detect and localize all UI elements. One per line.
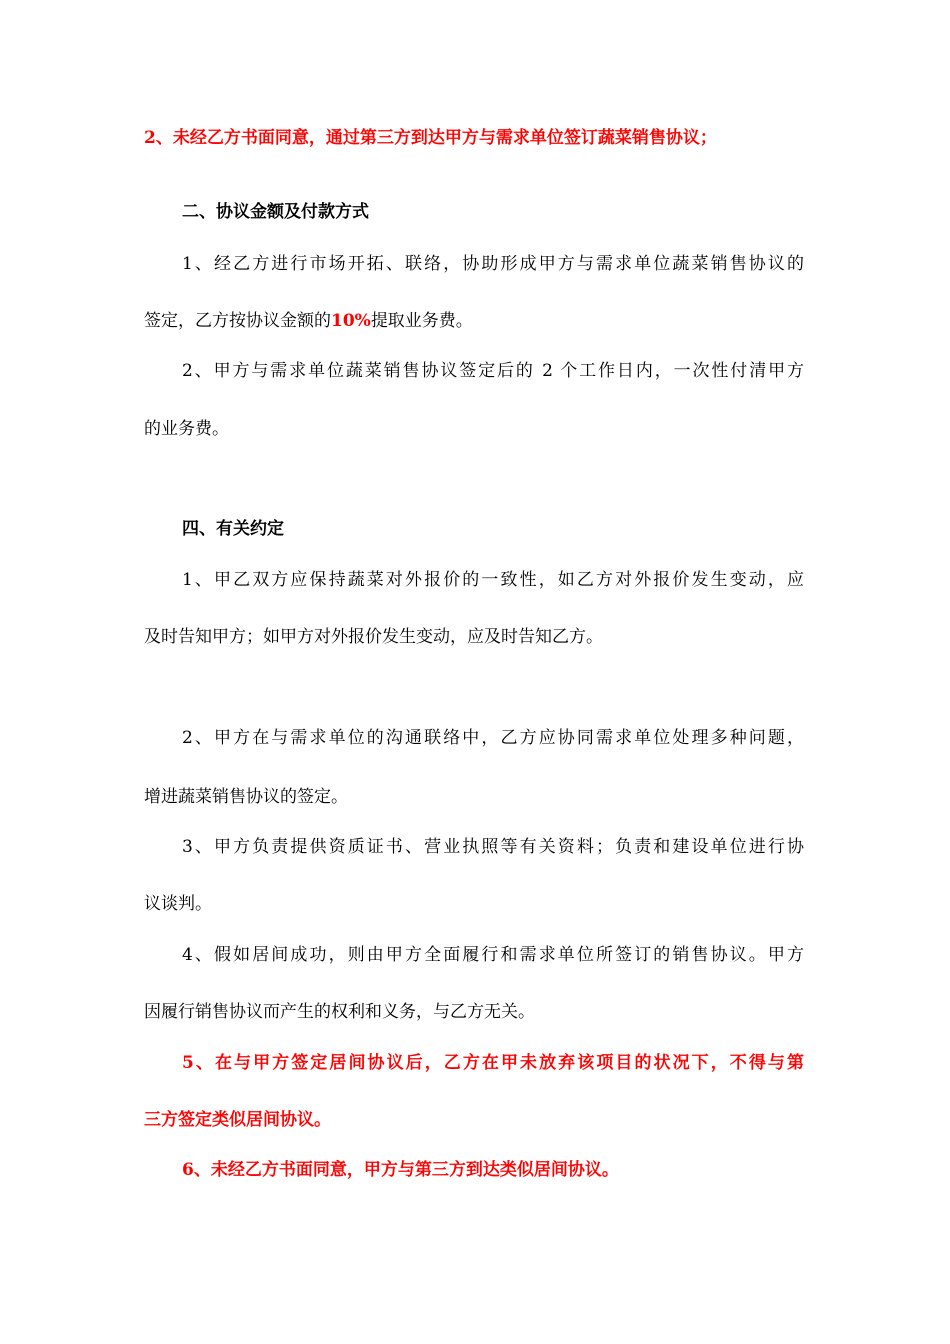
agreement-clause-4-line-2: 因履行销售协议而产生的权利和义务，与乙方无关。 [144, 1002, 535, 1022]
agreement-clause-2-line-1: 2、甲方在与需求单位的沟通联络中，乙方应协同需求单位处理多种问题， [182, 728, 804, 748]
agreement-clause-5-line-1: 5、在与甲方签定居间协议后，乙方在甲未放弃该项目的状况下，不得与第 [182, 1053, 804, 1073]
agreement-clause-3-line-1: 3、甲方负责提供资质证书、营业执照等有关资料；负责和建设单位进行协 [182, 837, 804, 857]
agreement-clause-2-line-2: 增进蔬菜销售协议的签定。 [144, 787, 348, 807]
agreement-clause-6: 6、未经乙方书面同意，甲方与第三方到达类似居间协议。 [182, 1160, 619, 1180]
agreement-clause-5-line-2: 三方签定类似居间协议。 [144, 1110, 331, 1130]
payment-clause-1-text-post: 提取业务费。 [370, 311, 473, 331]
agreement-clause-4-line-1: 4、假如居间成功，则由甲方全面履行和需求单位所签订的销售协议。甲方 [182, 945, 804, 965]
payment-clause-2-line-1: 2、甲方与需求单位蔬菜销售协议签定后的 2 个工作日内，一次性付清甲方 [182, 361, 804, 381]
agreement-clause-3-line-2: 议谈判。 [144, 894, 212, 914]
agreement-clause-1-line-1: 1、甲乙双方应保持蔬菜对外报价的一致性，如乙方对外报价发生变动，应 [182, 570, 804, 590]
payment-clause-1-text-pre: 签定，乙方按协议金额的 [144, 311, 331, 331]
agreement-clause-1-line-2: 及时告知甲方；如甲方对外报价发生变动，应及时告知乙方。 [144, 627, 603, 647]
payment-clause-2-line-2: 的业务费。 [144, 419, 229, 439]
section-heading-agreements: 四、有关约定 [182, 519, 284, 539]
clause-red-2: 2、未经乙方书面同意，通过第三方到达甲方与需求单位签订蔬菜销售协议； [144, 128, 717, 148]
payment-clause-1-line-1: 1、经乙方进行市场开拓、联络，协助形成甲方与需求单位蔬菜销售协议的 [182, 254, 804, 274]
section-heading-payment: 二、协议金额及付款方式 [182, 202, 369, 222]
commission-percentage: 10% [331, 311, 371, 331]
payment-clause-1-line-2 [144, 309, 473, 333]
